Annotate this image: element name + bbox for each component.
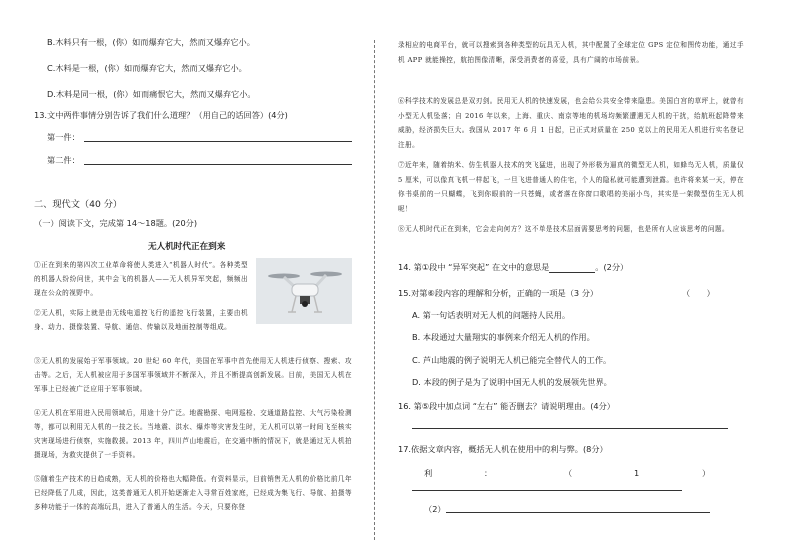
pro-paren-close: ） <box>702 468 711 478</box>
reading-instruction: （一）阅读下文，完成第 14～18题。(20分) <box>34 218 198 228</box>
question-14 <box>398 262 628 273</box>
question-14-blank[interactable] <box>549 264 595 273</box>
section-heading: 二、现代文（40 分） <box>34 199 123 210</box>
answer-paren[interactable]: （ ） <box>682 288 715 298</box>
paragraph-5: ⑤随着生产技术的日趋成熟，无人机的价格也大幅降低。有资料显示，目前销售无人机的价格比前几年已经降低了几成，因此，这类普通无人机开始逐渐走入寻常百姓家庭，已经成为集飞行、导航、拍摄等多种功能于一体的高端玩具，进入了普通人的生活。今天，只要你登 <box>34 475 352 511</box>
drone-photo <box>256 258 352 324</box>
question-15: 15.对第⑥段内容的理解和分析，正确的一项是（3 分） <box>398 288 599 298</box>
choice-a[interactable]: A. 第一句话表明对无人机的问题持人民用。 <box>412 310 571 320</box>
pro-paren-open: （ <box>564 468 573 478</box>
answer-line-17-2[interactable] <box>446 512 710 513</box>
right-column <box>398 0 744 560</box>
option-b: B.木料只有一根，(你）如而爆弃它大，然而又爆弃它小。 <box>47 37 255 47</box>
paragraph-1: ①正在到来的第四次工业革命将使人类进入“机器人时代”。各种类型的机器人纷纷问世，其中会飞的机器人——无人机异军突起，频频出现在公众的视野中。 <box>34 261 248 297</box>
paragraph-4: ④无人机在军用进入民用领域后，用途十分广泛。地震勘探、电网巡检、交通道路监控、大气污染检测等，都可以利用无人机的一技之长。当地震、洪水、爆炸等灾害发生时，无人机可以第一时间飞至核实灾害现场进行侦察，实施救援。2013 年，四川芦山地震后，在交通中断的情况下，就是通过无人机拍摄现场，为救灾提供了一手资料。 <box>34 409 352 459</box>
option-c: C.木料是一根，(你）如而爆弃它大，然而又爆弃它小。 <box>47 63 247 73</box>
answer-line-16[interactable] <box>412 428 728 429</box>
left-column <box>34 0 352 560</box>
paragraph-3: ③无人机的发展始于军事领域。20 世纪 60 年代，美国在军事中首先使用无人机进行侦察、搜索、攻击等。之后，无人机被应用于多国军事领域并不断深入，并且不断提高创新发展。目前，美国无人机在军事上已经被广泛应用于军事领域。 <box>34 357 352 393</box>
paragraph-2: ②无人机，实际上就是由无线电遥控飞行的遥控飞行装置，主要由机身、动力、摄像装置、导航、通信、传输以及地面控制等组成。 <box>34 309 248 331</box>
answer-line-17-1[interactable] <box>412 490 682 491</box>
pro-index: 1 <box>634 468 640 478</box>
question-17: 17.依据文章内容，概括无人机在使用中的利与弊。(8分） <box>398 444 608 454</box>
paragraph-6: ⑥科学技术的发展总是双刃剑。民用无人机的快速发展，也会给公共安全带来隐患。美国白宫的草坪上，就曾有小型无人机坠落；自 2016 年以来，上海、重庆、南京等地的机场均频繁遭遇无人机的干扰，给航班起降带来威胁，经济损失巨大。我国从 2017 年 6 月 1 日起，已正式对质量在 250 克以上的民用无人机进行实名登记注册。 <box>398 97 744 149</box>
item-2-label: （2） <box>424 504 446 514</box>
answer-line-first[interactable] <box>84 141 352 142</box>
drone-illustration <box>256 258 352 324</box>
question-14-text: 14. 第①段中 “异军突起” 在文中的意思是 <box>398 262 550 272</box>
paragraph-5-continued: 录相应的电商平台，就可以搜索到各种类型的玩具无人机，其中配置了全球定位 GPS 定位和图传功能，通过手机 APP 就能操控，航拍图像清晰，深受消费者的喜爱，具有广阔的市场前景。 <box>398 41 744 64</box>
article-title: 无人机时代正在到来 <box>148 242 226 252</box>
column-divider <box>374 40 375 540</box>
question-16: 16. 第⑤段中加点词 “左右” 能否删去？请说明理由。(4分） <box>398 401 615 411</box>
choice-d[interactable]: D. 本段的例子是为了说明中国无人机的发展领先世界。 <box>412 377 612 387</box>
choice-c[interactable]: C. 芦山地震的例子说明无人机已能完全替代人的工作。 <box>412 355 612 365</box>
option-d: D.木料是同一根，(你）如而痛恨它大，然而又爆弃它小。 <box>47 89 256 99</box>
question-14-score: 。(2分） <box>595 262 629 272</box>
answer-label-first: 第一件： <box>47 132 80 142</box>
answer-line-second[interactable] <box>84 164 352 165</box>
question-13: 13.文中两件事情分别告诉了我们什么道理？（用自己的话回答）(4分) <box>34 110 288 120</box>
pro-label: 利 <box>424 468 433 478</box>
pro-colon: ： <box>484 468 493 478</box>
paragraph-8: ⑧无人机时代正在到来，它会走向何方？这不单是技术层面需要思考的问题，也是所有人应该思考的问题。 <box>398 225 730 233</box>
paragraph-7: ⑦近年来，随着纳米、仿生机器人技术的突飞猛进，出现了外形极为逼真的微型无人机，如蜂鸟无人机，质量仅 5 厘米，可以像真飞机一样起飞，一旦飞进普通人的住宅，个人的隐私就可能遭到泄露。也许将来某一天，停在你书桌前的一只蝴蝶，飞到你眼前的一只苍蝇，或者落在你窗口歌唱的美丽小鸟，其实是一架微型仿生无人机呢！ <box>398 161 744 213</box>
answer-label-second: 第二件： <box>47 155 80 165</box>
choice-b[interactable]: B. 本段通过大量翔实的事例来介绍无人机的作用。 <box>412 332 595 342</box>
